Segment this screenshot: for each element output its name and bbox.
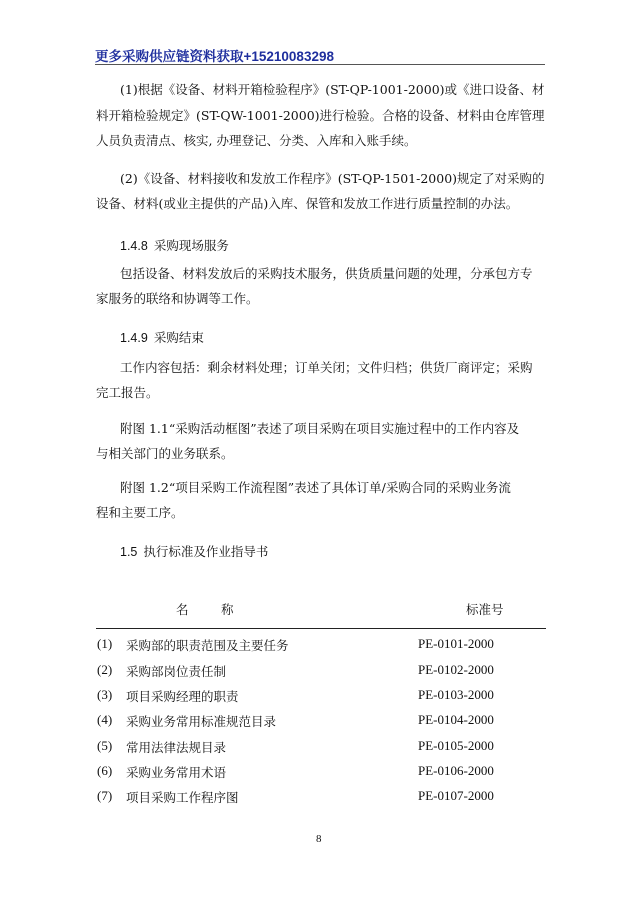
paragraph-4-line-1: 工作内容包括：剩余材料处理；订单关闭；文件归档；供货厂商评定；采购	[120, 360, 533, 375]
header-contact-link[interactable]: 更多采购供应链资料获取+15210083298	[95, 49, 334, 64]
table-row	[0, 712, 640, 732]
section-title: 采购现场服务	[153, 238, 229, 253]
row-index: (3)	[97, 687, 113, 702]
row-code: PE-0102-2000	[418, 662, 494, 677]
row-name: 常用法律法规目录	[126, 740, 227, 755]
row-index: (6)	[97, 763, 113, 778]
paragraph-2-line-2: 设备、材料(或业主提供的产品)入库、保管和发放工作进行质量控制的办法。	[96, 196, 519, 211]
table-header-name-char-1: 名	[176, 602, 189, 617]
table-header-code: 标准号	[466, 602, 504, 617]
section-heading-1-4-8	[120, 236, 229, 254]
row-code: PE-0103-2000	[418, 687, 494, 702]
paragraph-5-line-1: 附图 1.1“采购活动框图”表述了项目采购在项目实施过程中的工作内容及	[120, 421, 520, 436]
row-index: (7)	[97, 788, 113, 803]
section-number: 1.4.9	[120, 331, 148, 345]
row-index: (4)	[97, 712, 113, 727]
table-row	[0, 687, 640, 707]
table-row	[0, 636, 640, 656]
section-number: 1.4.8	[120, 239, 148, 253]
row-code: PE-0106-2000	[418, 763, 494, 778]
row-name: 采购部岗位责任制	[126, 664, 227, 679]
table-header-name-char-2: 称	[221, 602, 234, 617]
paragraph-1-line-3: 人员负责清点、核实, 办理登记、分类、入库和入账手续。	[96, 133, 417, 148]
row-name: 项目采购经理的职责	[126, 689, 239, 704]
paragraph-3-line-1: 包括设备、材料发放后的采购技术服务，供货质量问题的处理，分承包方专	[120, 266, 533, 281]
section-heading-1-4-9	[120, 328, 204, 346]
paragraph-4-line-2: 完工报告。	[96, 385, 159, 400]
row-index: (1)	[97, 636, 113, 651]
table-row	[0, 738, 640, 758]
row-index: (5)	[97, 738, 113, 753]
header-divider	[95, 64, 545, 65]
table-row	[0, 788, 640, 808]
paragraph-5-line-2: 与相关部门的业务联系。	[96, 446, 234, 461]
paragraph-3-line-2: 家服务的联络和协调等工作。	[96, 291, 259, 306]
row-code: PE-0101-2000	[418, 636, 494, 651]
row-index: (2)	[97, 662, 113, 677]
row-name: 采购业务常用标准规范目录	[126, 714, 277, 729]
row-code: PE-0105-2000	[418, 738, 494, 753]
row-name: 采购部的职责范围及主要任务	[126, 638, 289, 653]
row-name: 采购业务常用术语	[126, 765, 227, 780]
section-heading-1-5	[120, 542, 268, 560]
table-header-rule	[96, 628, 546, 629]
table-row	[0, 763, 640, 783]
row-name: 项目采购工作程序图	[126, 790, 239, 805]
section-title: 执行标准及作业指导书	[143, 544, 269, 559]
paragraph-1-line-2: 料开箱检验规定》(ST-QW-1001-2000)进行检验。合格的设备、材料由仓库管理	[96, 108, 545, 123]
section-title: 采购结束	[153, 330, 204, 345]
page-number: 8	[316, 833, 322, 845]
section-number: 1.5	[120, 545, 138, 559]
row-code: PE-0107-2000	[418, 788, 494, 803]
paragraph-1-line-1: (1)根据《设备、材料开箱检验程序》(ST-QP-1001-2000)或《进口设备、材	[120, 82, 545, 97]
paragraph-6-line-2: 程和主要工序。	[96, 505, 184, 520]
table-row	[0, 662, 640, 682]
paragraph-2-line-1: (2)《设备、材料接收和发放工作程序》(ST-QP-1501-2000)规定了对采购的	[120, 171, 545, 186]
row-code: PE-0104-2000	[418, 712, 494, 727]
paragraph-6-line-1: 附图 1.2“项目采购工作流程图”表述了具体订单/采购合同的采购业务流	[120, 480, 511, 495]
